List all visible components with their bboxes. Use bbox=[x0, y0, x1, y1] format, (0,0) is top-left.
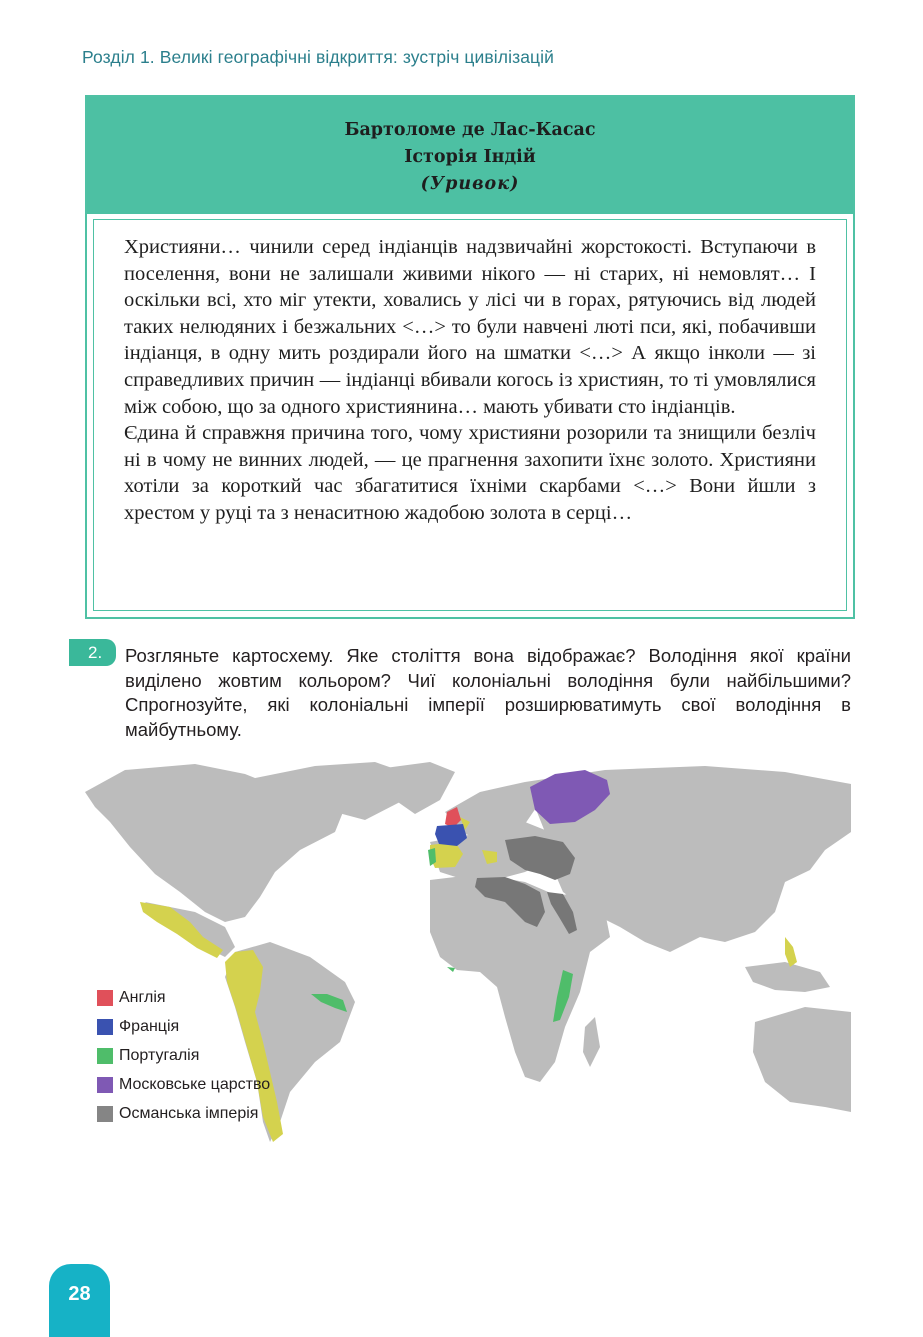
source-text bbox=[124, 234, 816, 527]
legend-item-england bbox=[97, 983, 270, 1012]
map-legend bbox=[97, 983, 270, 1128]
source-excerpt-box bbox=[85, 95, 855, 619]
legend-swatch bbox=[97, 1048, 113, 1064]
legend-swatch bbox=[97, 1077, 113, 1093]
source-paragraph: Християни… чинили серед індіанців надзвичайні жорстокості. Вступаючи в поселення, вони не залишали живими нікого — ні старих, ні немовлят… І оскільки всі, хто міг утекти, ховались у лісі чи в горах, рятуючись від людей таких нелюдяних і безжальних <…> то були навчені люті пси, які, побачивши індіанця, в одну мить роздирали його на шматки <…> А якщо інколи — зі справедливих причин — індіанці вбивали когось із християн, то ті умовлялися між собою, що за одного християнина… мають убивати сто індіанців. bbox=[124, 236, 816, 418]
legend-item-ottoman bbox=[97, 1099, 270, 1128]
legend-item-muscovy bbox=[97, 1070, 270, 1099]
source-author: Бартоломе де Лас-Касас bbox=[344, 120, 596, 140]
task-number-badge: 2. bbox=[69, 639, 116, 666]
legend-label: Португалія bbox=[119, 1046, 200, 1064]
legend-swatch bbox=[97, 990, 113, 1006]
source-paragraph: Єдина й справжня причина того, чому християни розорили та знищили безліч ні в чому не винних людей, — це прагнення захопити їхнє золото. Християни хотіли за короткий час збагатитися їхніми скарбами <…> Вони йшли з хрестом у руці та з ненаситною жадобою золота в серці… bbox=[124, 422, 816, 524]
source-subtitle: (Уривок) bbox=[420, 174, 520, 194]
legend-swatch bbox=[97, 1019, 113, 1035]
legend-label: Московське царство bbox=[119, 1075, 271, 1093]
legend-label: Франція bbox=[119, 1017, 180, 1035]
legend-swatch bbox=[97, 1106, 113, 1122]
task-text: Розгляньте картосхему. Яке століття вона відображає? Володіння якої країни виділено жовтим кольором? Чиї колоніальні володіння були найбільшими? Спрогнозуйте, які колоніальні імперії розширюватимуть свої володіння в майбутньому. bbox=[125, 645, 851, 740]
page-number: 28 bbox=[49, 1264, 110, 1337]
legend-item-portugal bbox=[97, 1041, 270, 1070]
chapter-header: Розділ 1. Великі географічні відкриття: зустріч цивілізацій bbox=[82, 47, 555, 67]
source-title: Історія Індій bbox=[404, 147, 536, 167]
legend-label: Англія bbox=[119, 988, 166, 1006]
legend-item-france bbox=[97, 1012, 270, 1041]
legend-label: Османська імперія bbox=[119, 1104, 259, 1122]
source-heading bbox=[87, 97, 853, 217]
